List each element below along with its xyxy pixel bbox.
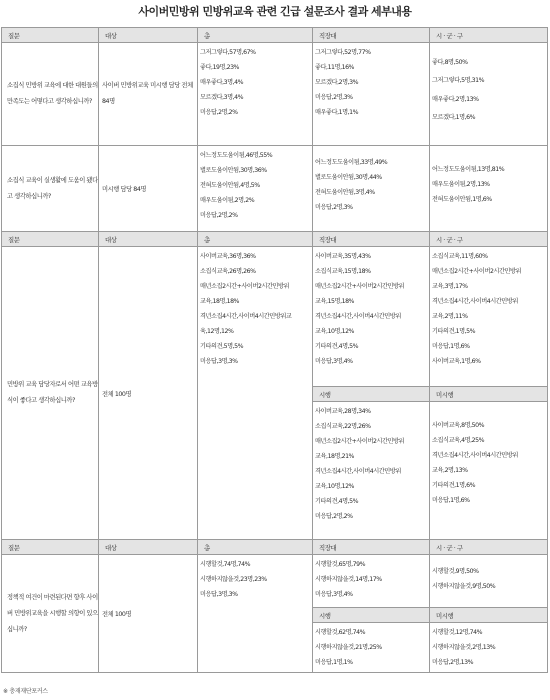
answer-item: 소집식교육,15명,18% <box>315 268 371 275</box>
table-row <box>2 247 548 387</box>
answer-item: 전혀도움이안됨,3명,4% <box>315 189 375 196</box>
header-row <box>2 232 548 247</box>
answer-item: 소집식교육,22명,26% <box>315 423 371 430</box>
answer-item: 미응답,3명,4% <box>315 358 353 365</box>
answer-item: 그저그렇다,5명,31% <box>432 77 485 84</box>
answer-item: 시행할것,74명,74% <box>200 561 251 568</box>
answer-item: 교육,3명,17% <box>432 283 468 290</box>
header-direct: 직장대 <box>313 232 430 247</box>
answer-item: 미응답,2명,2% <box>200 109 238 116</box>
answer-item: 미응답,3명,3% <box>200 591 238 598</box>
answer-item: 격년소집4시간,사이버4시간민방위 <box>315 468 401 475</box>
header-sigungu: 시 · 군 · 구 <box>430 28 548 43</box>
sigungu-answers <box>430 247 548 387</box>
answer-item: 격년소집4시간,사이버4시간민방위 <box>315 313 401 320</box>
answer-item: 교육,2명,13% <box>432 467 468 474</box>
answer-item: 어느정도도움이됨,46명,55% <box>200 152 273 159</box>
answer-item: 시행할것,9명,50% <box>432 568 479 575</box>
answer-item: 소집식교육,26명,26% <box>200 268 256 275</box>
answer-item: 기타의견,4명,5% <box>315 343 359 350</box>
sihaeng-answers <box>313 623 430 673</box>
sihaeng-answers <box>313 402 430 540</box>
answer-item: 별로도움이안됨,30명,36% <box>200 167 267 174</box>
answer-item: 좋다,11명,16% <box>315 64 354 71</box>
source-note: ※ 충재재단포커스 <box>3 688 48 695</box>
header-total: 총 <box>198 232 313 247</box>
answer-item: 교육,15명,18% <box>315 298 354 305</box>
answer-item: 매년소집2시간+사이버2시간민방위 <box>432 268 522 275</box>
sigungu-answers <box>430 555 548 608</box>
question-cell: 소집식 민방위 교육에 대한 대원들의 만족도는 어떻다고 생각하십니까? <box>2 43 99 146</box>
header-row <box>2 28 548 43</box>
header-sihaeng: 시행 <box>313 608 430 623</box>
answer-item: 격년소집4시간,사이버4시간민방위 <box>432 452 518 459</box>
answer-item: 기타의견,5명,5% <box>200 343 244 350</box>
answer-item: 시행할것,62명,74% <box>315 629 366 636</box>
answer-item: 소집식교육,11명,60% <box>432 253 488 260</box>
answer-item: 미응답,3명,4% <box>315 591 353 598</box>
answer-item: 매년소집2시간+사이버2시간민방위 <box>315 283 405 290</box>
answer-item: 교육,18명,18% <box>200 298 239 305</box>
answer-item: 어느정도도움이됨,33명,49% <box>315 159 388 166</box>
answer-item: 시행하지않을것,9명,50% <box>432 583 496 590</box>
target-cell: 미시행 담당 84명 <box>99 146 198 232</box>
answer-item: 기타의견,4명,5% <box>315 498 359 505</box>
answer-item: 매우도움이됨,2명,13% <box>432 181 490 188</box>
table-row <box>2 555 548 608</box>
answer-item: 매우좋다,2명,13% <box>432 96 479 103</box>
answer-item: 매우좋다,1명,1% <box>315 109 359 116</box>
header-target: 대상 <box>99 232 198 247</box>
answer-item: 육,12명,12% <box>200 328 234 335</box>
table-row <box>2 146 548 232</box>
answer-item: 교육,2명,11% <box>432 313 468 320</box>
answer-item: 매우도움이됨,2명,2% <box>200 197 255 204</box>
mihaeng-answers <box>430 402 548 540</box>
answer-item: 전혀도움이안됨,1명,6% <box>432 196 492 203</box>
survey-table <box>1 27 548 673</box>
answer-item: 미응답,1명,6% <box>432 497 470 504</box>
answer-item: 모르겠다,2명,3% <box>315 79 359 86</box>
answer-item: 교육,10명,12% <box>315 483 354 490</box>
answer-item: 매년소집2시간+사이버2시간민방위 <box>200 283 290 290</box>
answer-item: 시행하지않을것,14명,17% <box>315 576 382 583</box>
answer-item: 좋다,19명,23% <box>200 64 239 71</box>
answer-item: 시행하지않을것,21명,25% <box>315 644 382 651</box>
answer-item: 사이버교육,8명,50% <box>432 422 485 429</box>
header-mihaeng: 미시행 <box>430 387 548 402</box>
page-title: 사이버민방위 민방위교육 관련 긴급 설문조사 결과 세부내용 <box>138 5 412 18</box>
header-direct: 직장대 <box>313 28 430 43</box>
answer-item: 미응답,3명,3% <box>200 358 238 365</box>
answer-item: 기타의견,1명,6% <box>432 482 476 489</box>
answer-item: 격년소집4시간,사이버4시간민방위교 <box>200 313 292 320</box>
answer-item: 미응답,2명,3% <box>315 204 353 211</box>
answer-item: 매우좋다,3명,4% <box>200 79 244 86</box>
sigungu-answers <box>430 43 548 146</box>
answer-item: 모르겠다,3명,4% <box>200 94 244 101</box>
answer-item: 격년소집4시간,사이버4시간민방위 <box>432 298 518 305</box>
answer-item: 미응답,2명,2% <box>200 212 238 219</box>
target-cell: 사이버 민방위교육 미시행 담당 전체 84명 <box>99 43 198 146</box>
header-question: 질문 <box>2 540 99 555</box>
header-question: 질문 <box>2 28 99 43</box>
answer-item: 좋다,8명,50% <box>432 59 468 66</box>
answer-item: 기타의견,1명,5% <box>432 328 476 335</box>
answer-item: 미응답,2명,2% <box>315 513 353 520</box>
answer-item: 교육,10명,12% <box>315 328 354 335</box>
answer-item: 미응답,1명,6% <box>432 343 470 350</box>
answer-item: 미응답,2명,3% <box>315 94 353 101</box>
answer-item: 미응답,2명,13% <box>432 659 474 666</box>
header-direct: 직장대 <box>313 540 430 555</box>
answer-item: 시행할것,12명,74% <box>432 629 483 636</box>
answer-item: 시행하지않을것,2명,13% <box>432 644 496 651</box>
header-sigungu: 시 · 군 · 구 <box>430 232 548 247</box>
header-row <box>2 540 548 555</box>
total-answers <box>198 247 313 540</box>
answer-item: 모르겠다,1명,6% <box>432 114 476 121</box>
direct-answers <box>313 146 430 232</box>
table-row <box>2 43 548 146</box>
header-target: 대상 <box>99 540 198 555</box>
direct-answers <box>313 247 430 387</box>
total-answers <box>198 43 313 146</box>
answer-item: 사이버교육,36명,36% <box>200 253 256 260</box>
answer-item: 사이버교육,1명,6% <box>432 358 481 365</box>
header-total: 총 <box>198 28 313 43</box>
header-sigungu: 시 · 군 · 구 <box>430 540 548 555</box>
header-question: 질문 <box>2 232 99 247</box>
answer-item: 어느정도도움이됨,13명,81% <box>432 166 505 173</box>
answer-item: 매년소집2시간+사이버2시간민방위 <box>315 438 405 445</box>
answer-item: 사이버교육,35명,43% <box>315 253 371 260</box>
total-answers <box>198 146 313 232</box>
header-total: 총 <box>198 540 313 555</box>
answer-item: 교육,18명,21% <box>315 453 354 460</box>
answer-item: 전혀도움이안됨,4명,5% <box>200 182 260 189</box>
answer-item: 그저그렇다,57명,67% <box>200 49 256 56</box>
sigungu-answers <box>430 146 548 232</box>
answer-item: 시행하지않을것,23명,23% <box>200 576 267 583</box>
header-mihaeng: 미시행 <box>430 608 548 623</box>
target-cell: 전체 100명 <box>99 555 198 673</box>
total-answers <box>198 555 313 673</box>
answer-item: 별로도움이안됨,30명,44% <box>315 174 382 181</box>
header-target: 대상 <box>99 28 198 43</box>
question-cell: 정책적 여건이 마련된다면 향후 사이버 민방위교육을 시행할 의향이 있으십니까? <box>2 555 99 673</box>
mihaeng-answers <box>430 623 548 673</box>
answer-item: 그저그렇다,52명,77% <box>315 49 371 56</box>
answer-item: 소집식교육,4명,25% <box>432 437 485 444</box>
answer-item: 미응답,1명,1% <box>315 659 353 666</box>
question-cell: 민방위 교육 담당자로서 어떤 교육방식이 좋다고 생각하십니까? <box>2 247 99 540</box>
target-cell: 전체 100명 <box>99 247 198 540</box>
question-cell: 소집식 교육이 실생활에 도움이 됐다고 생각하십니까? <box>2 146 99 232</box>
direct-answers <box>313 43 430 146</box>
answer-item: 사이버교육,28명,34% <box>315 408 371 415</box>
answer-item: 시행할것,65명,79% <box>315 561 366 568</box>
header-sihaeng: 시행 <box>313 387 430 402</box>
direct-answers <box>313 555 430 608</box>
